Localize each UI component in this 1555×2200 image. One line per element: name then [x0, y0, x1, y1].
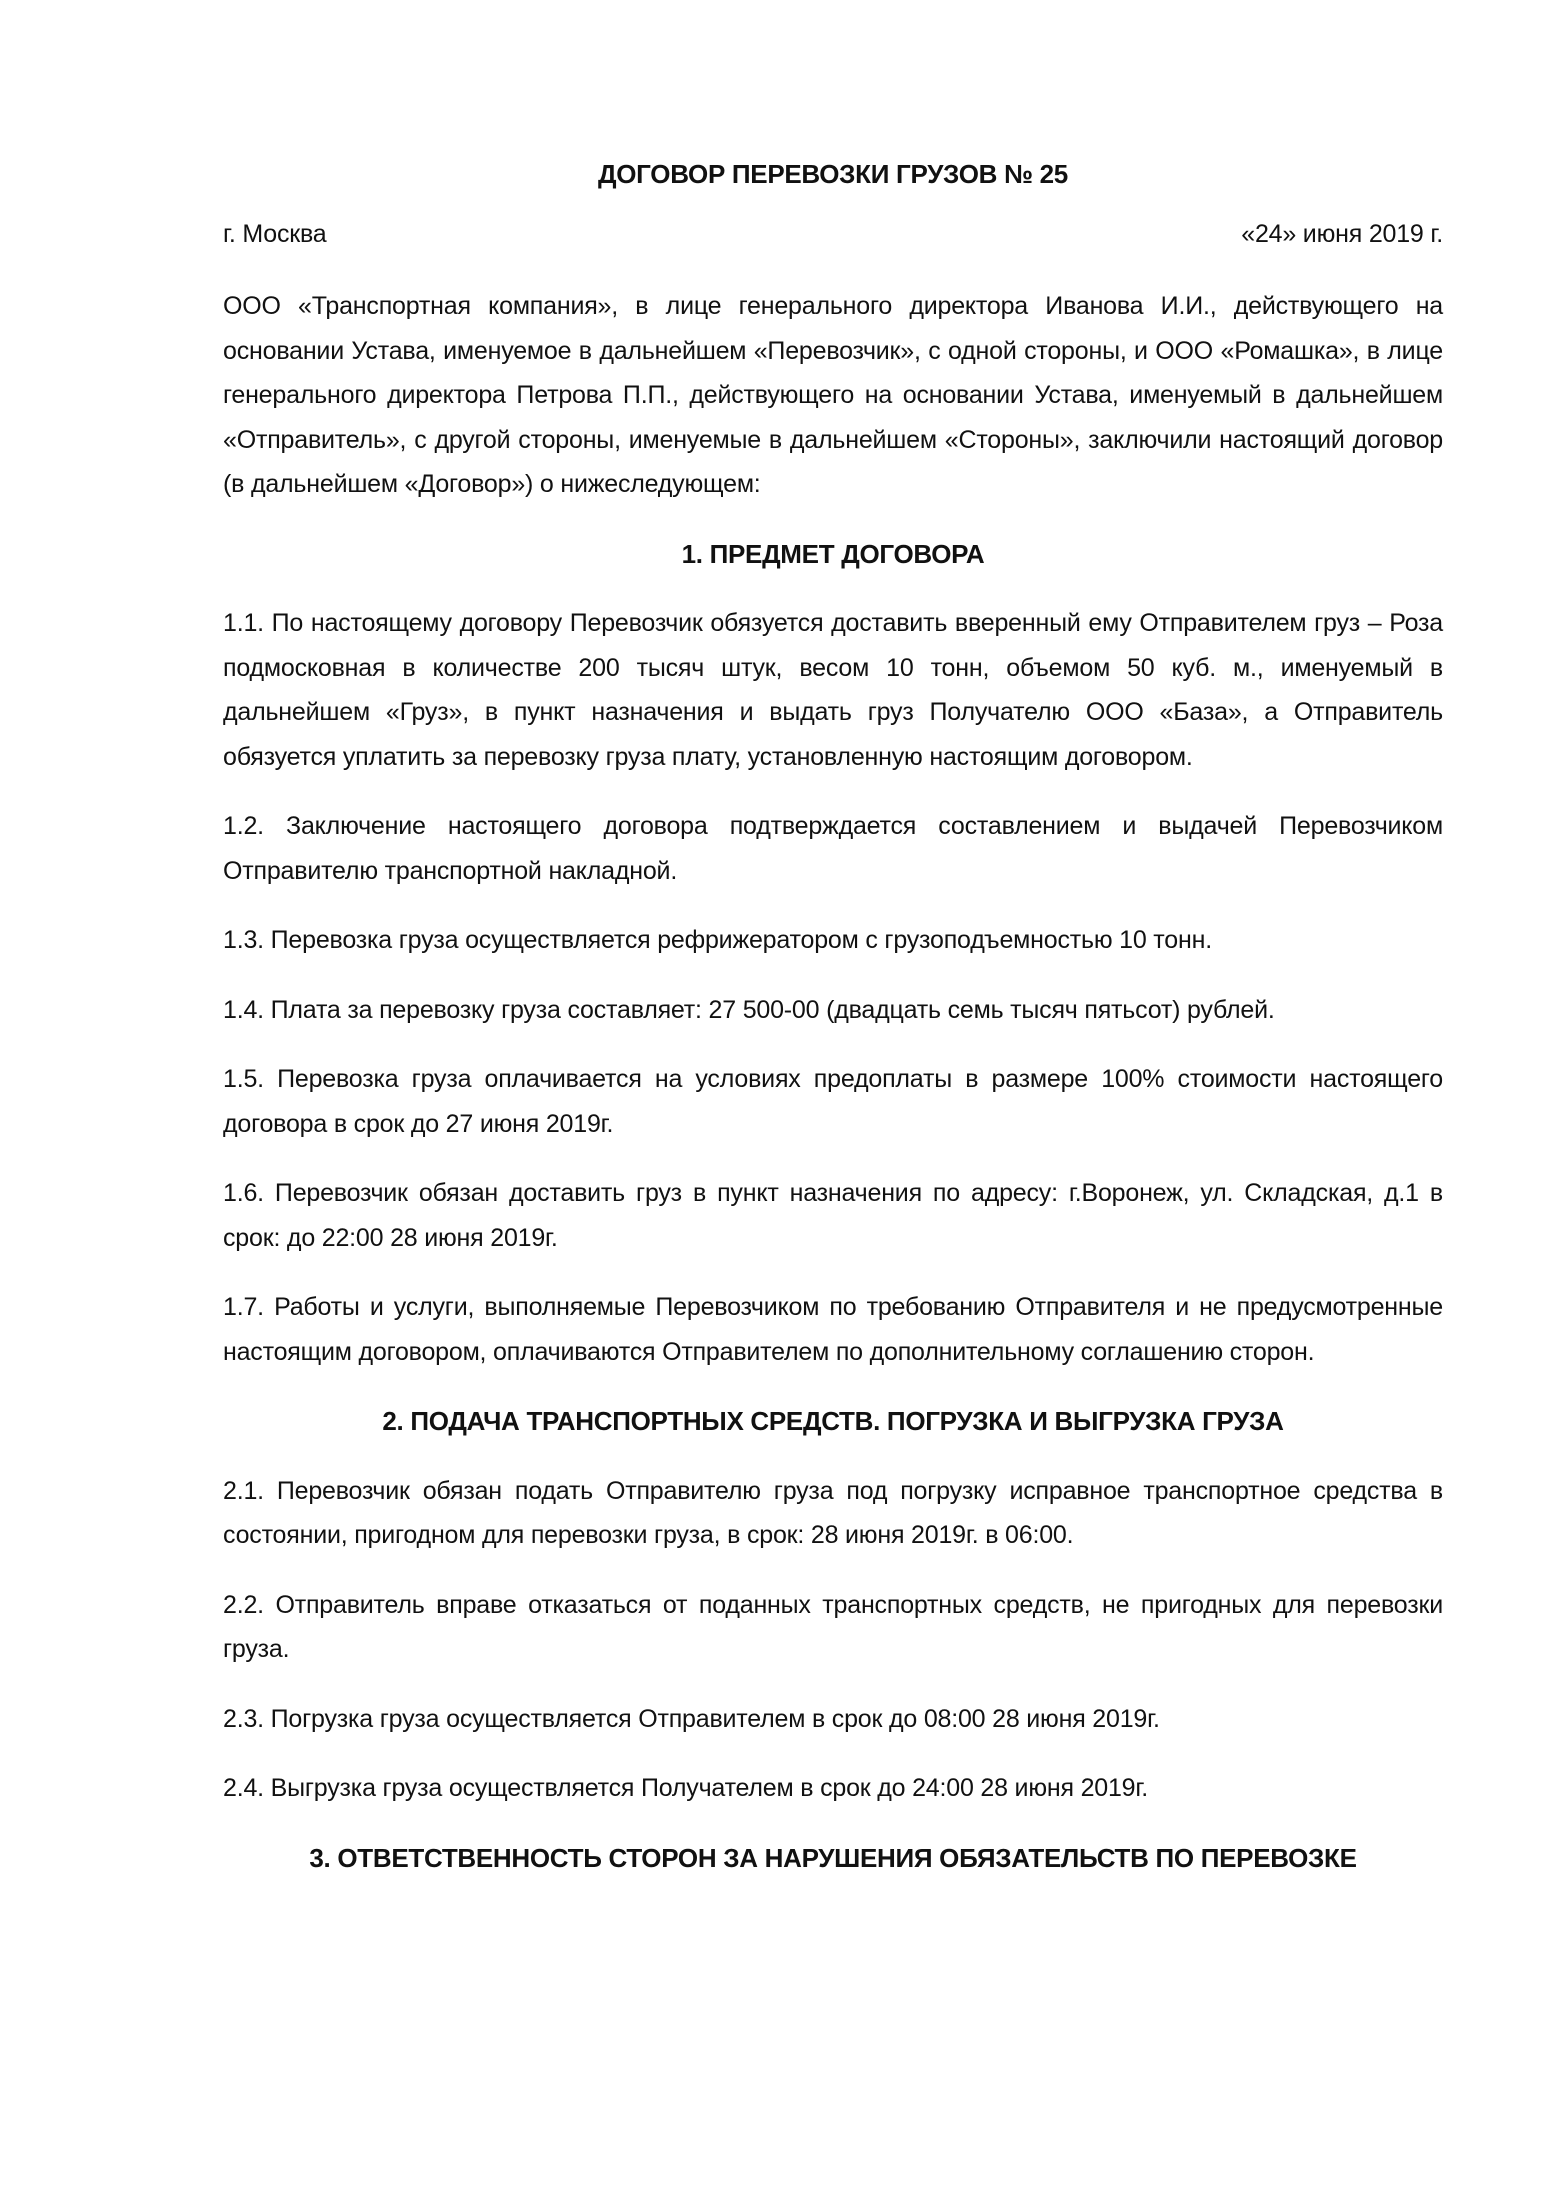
- clause-1-1: 1.1. По настоящему договору Перевозчик обязуется доставить вверенный ему Отправителем груз – Роза подмосковная в количестве 200 тысяч штук, весом 10 тонн, объемом 50 куб. м., именуемый в дальнейшем «Груз», в пункт назначения и выдать груз Получателю ООО «База», а Отправитель обязуется уплатить за перевозку груза плату, установленную настоящим договором.: [223, 609, 1443, 771]
- document-body: [223, 284, 1443, 1905]
- clause-1-6: 1.6. Перевозчик обязан доставить груз в пункт назначения по адресу: г.Воронеж, ул. Складская, д.1 в срок: до 22:00 28 июня 2019г.: [223, 1179, 1443, 1252]
- section-3-heading: 3. ОТВЕТСТВЕННОСТЬ СТОРОН ЗА НАРУШЕНИЯ ОБЯЗАТЕЛЬСТВ ПО ПЕРЕВОЗКЕ: [309, 1842, 1357, 1873]
- clause-1-4: 1.4. Плата за перевозку груза составляет: 27 500-00 (двадцать семь тысяч пятьсот) рублей.: [223, 995, 1275, 1024]
- place-date-row: [223, 212, 1443, 256]
- preamble: ООО «Транспортная компания», в лице генерального директора Иванова И.И., действующего на основании Устава, именуемое в дальнейшем «Перевозчик», с одной стороны, и ООО «Ромашка», в лице генерального директора Петрова П.П., действующего на основании Устава, именуемый в дальнейшем «Отправитель», с другой стороны, именуемые в дальнейшем «Стороны», заключили настоящий договор (в дальнейшем «Договор») о нижеследующем:: [223, 292, 1443, 498]
- clause-2-3: 2.3. Погрузка груза осуществляется Отправителем в срок до 08:00 28 июня 2019г.: [223, 1704, 1160, 1733]
- section-1-heading: 1. ПРЕДМЕТ ДОГОВОРА: [681, 538, 985, 569]
- clause-1-2: 1.2. Заключение настоящего договора подтверждается составлением и выдачей Перевозчиком Отправителю транспортной накладной.: [223, 812, 1443, 885]
- section-2-heading: 2. ПОДАЧА ТРАНСПОРТНЫХ СРЕДСТВ. ПОГРУЗКА И ВЫГРУЗКА ГРУЗА: [382, 1406, 1284, 1436]
- clause-2-1: 2.1. Перевозчик обязан подать Отправителю груза под погрузку исправное транспортное средства в состоянии, пригодном для перевозки груза, в срок: 28 июня 2019г. в 06:00.: [223, 1476, 1443, 1549]
- city: г. Москва: [223, 220, 327, 248]
- clause-1-7: 1.7. Работы и услуги, выполняемые Перевозчиком по требованию Отправителя и не предусмотренные настоящим договором, оплачиваются Отправителем по дополнительному соглашению сторон.: [223, 1293, 1443, 1366]
- clause-2-2: 2.2. Отправитель вправе отказаться от поданных транспортных средств, не пригодных для перевозки груза.: [223, 1590, 1443, 1663]
- contract-date: «24» июня 2019 г.: [1241, 220, 1443, 248]
- clause-1-3: 1.3. Перевозка груза осуществляется рефрижератором с грузоподъемностью 10 тонн.: [223, 926, 1212, 954]
- document-title: ДОГОВОР ПЕРЕВОЗКИ ГРУЗОВ № 25: [598, 159, 1068, 189]
- clause-2-4: 2.4. Выгрузка груза осуществляется Получателем в срок до 24:00 28 июня 2019г.: [223, 1774, 1148, 1802]
- clause-1-5: 1.5. Перевозка груза оплачивается на условиях предоплаты в размере 100% стоимости настоящего договора в срок до 27 июня 2019г.: [223, 1065, 1443, 1138]
